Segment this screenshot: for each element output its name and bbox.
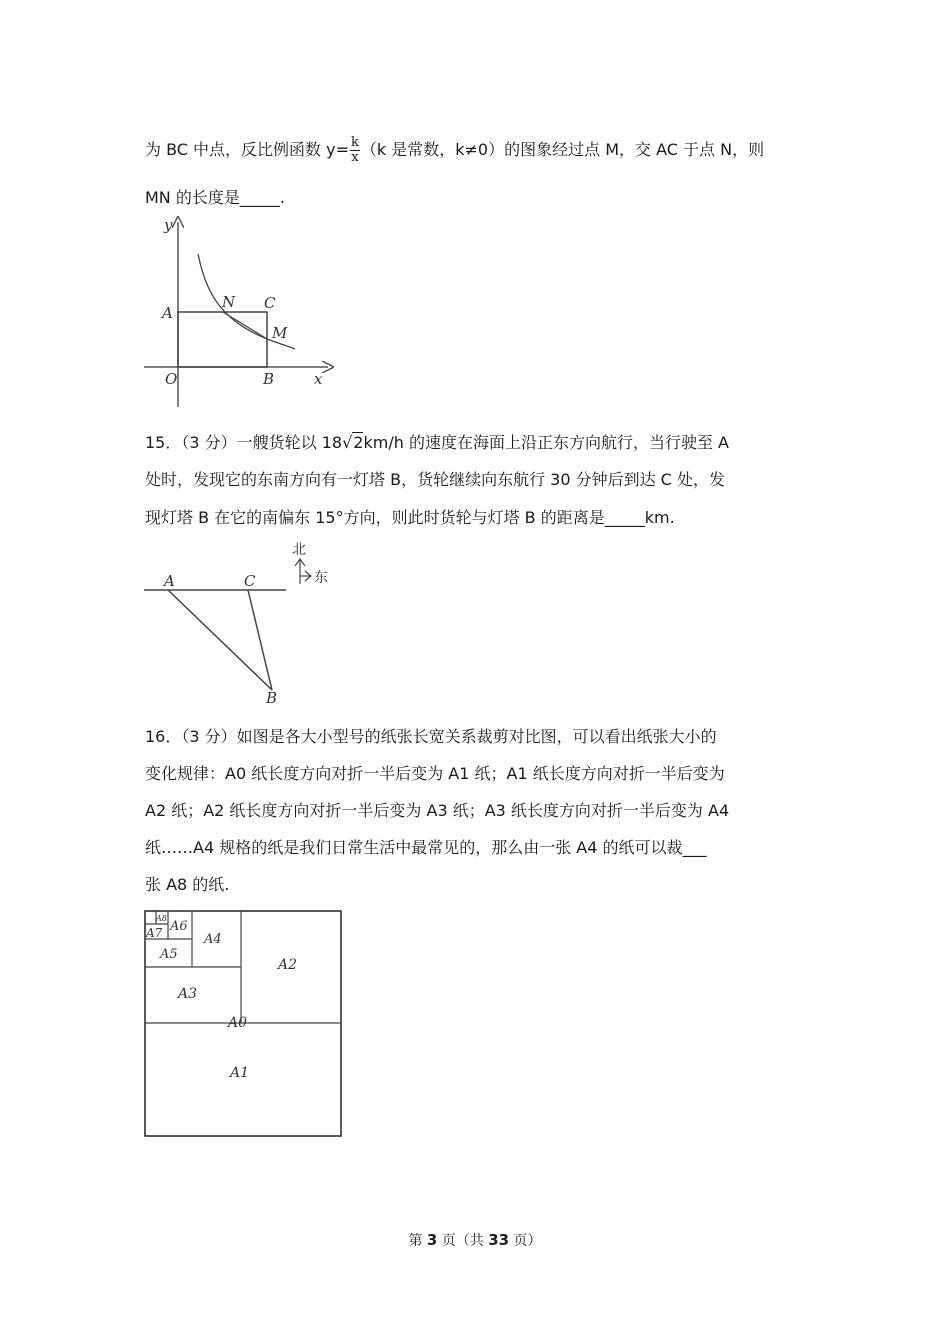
label-n: N [222, 293, 236, 311]
label-north: 北 [292, 542, 306, 558]
q15-line3: 现灯塔 B 在它的南偏东 15°方向，则此时货轮与灯塔 B 的距离是_____km. [145, 508, 675, 527]
q16-figure [144, 910, 344, 1140]
label-b: B [263, 370, 275, 388]
label-a0: A0 [228, 1015, 248, 1031]
label-m: M [272, 324, 288, 342]
compass-icon [295, 559, 311, 584]
sqrt-symbol: √2 [342, 433, 364, 452]
q15-figure [140, 538, 360, 708]
label-a: A [162, 304, 173, 322]
q14-figure [140, 212, 340, 412]
segment-cb [248, 590, 272, 690]
label-a: A [164, 572, 175, 590]
label-a3: A3 [178, 986, 198, 1002]
label-y: y [164, 216, 173, 234]
rectangle-oabc [178, 312, 267, 367]
label-b: B [266, 689, 278, 707]
label-a4: A4 [204, 932, 222, 947]
q16-line3: A2 纸；A2 纸长度方向对折一半后变为 A3 纸；A3 纸长度方向对折一半后变为 A4 [145, 801, 730, 820]
fraction-k-over-x: $\frac{k}{x}$ [351, 135, 359, 165]
label-c: C [264, 294, 276, 312]
q16-line4: 纸……A4 规格的纸是我们日常生活中最常见的，那么由一张 A4 的纸可以裁___ [145, 838, 707, 857]
q14-line2: MN 的长度是_____. [145, 188, 285, 207]
q16-line2: 变化规律：A0 纸长度方向对折一半后变为 A1 纸；A1 纸长度方向对折一半后变为 [145, 764, 725, 783]
label-a2: A2 [278, 957, 298, 973]
segment-mn [223, 312, 267, 339]
q16-line1: 16．（3 分）如图是各大小型号的纸张长宽关系裁剪对比图，可以看出纸张大小的 [145, 727, 717, 746]
q15-line1: 15．（3 分）一艘货轮以 18√2km/h 的速度在海面上沿正东方向航行，当行驶至 A [145, 433, 729, 452]
page-number: 3 [426, 1231, 438, 1249]
label-a1: A1 [230, 1065, 250, 1081]
label-x: x [314, 370, 323, 388]
label-a7: A7 [146, 926, 163, 940]
page-footer: 第 3 页（共 33 页） [408, 1231, 542, 1249]
q16-line5: 张 A8 的纸. [145, 875, 230, 894]
page-total: 33 [488, 1231, 510, 1249]
label-a8: A8 [156, 914, 167, 923]
q14-line1: 为 BC 中点，反比例函数 y= $\frac{k}{x}$ （k 是常数，k≠0）的图象经过点 M，交 AC 于点 N，则 [145, 135, 765, 165]
q15-line2: 处时，发现它的东南方向有一灯塔 B，货轮继续向东航行 30 分钟后到达 C 处，发 [145, 470, 725, 489]
label-c: C [244, 572, 256, 590]
segment-ab [168, 590, 272, 690]
label-east: 东 [314, 570, 328, 586]
label-a5: A5 [160, 947, 178, 962]
label-a6: A6 [170, 919, 188, 934]
label-o: O [165, 370, 178, 388]
